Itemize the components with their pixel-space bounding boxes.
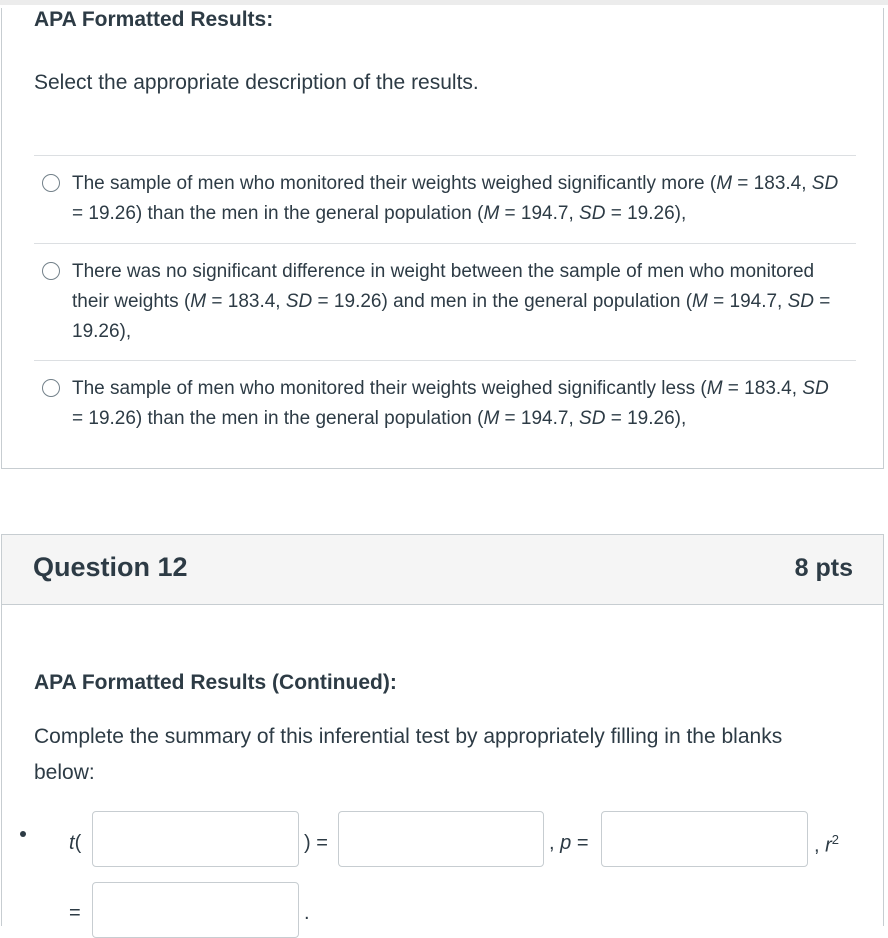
formula-t: t( [69,832,82,854]
formula-equals: ) = [304,832,328,854]
df-input[interactable] [92,811,299,867]
formula-equals-line2: = [69,902,81,924]
question-prompt: Complete the summary of this inferential test by appropriately filling in the blanks below: [34,725,783,784]
radio-button[interactable] [42,262,60,280]
t-value-input[interactable] [338,811,544,867]
formula-p: , p = [549,832,589,854]
question-card [1,534,884,926]
question-prompt: Select the appropriate description of the results. [34,71,479,94]
section-heading: APA Formatted Results (Continued): [34,671,397,694]
question-points: 8 pts [794,554,853,582]
radio-button[interactable] [42,174,60,192]
radio-button[interactable] [42,379,60,397]
answer-option[interactable] [34,243,856,360]
answer-text: There was no significant difference in weight between the sample of men who monitored their weights (M = 183.4, SD = 19.26) and men in the general population (M = 194.7, SD = 19.26), [72,261,831,342]
question-header [2,535,883,605]
formula-r-squared: , $r^2$ [814,832,840,857]
r-squared-input[interactable] [92,882,299,938]
formula-period: . [304,902,310,924]
answer-text: The sample of men who monitored their weights weighed significantly less (M = 183.4, SD = 19.26) than the men in the general population (M = 194.7, SD = 19.26), [72,378,829,429]
answer-option[interactable] [34,360,856,450]
section-heading: APA Formatted Results: [34,8,274,31]
answer-list [34,155,856,450]
question-title: Question 12 [33,552,188,582]
top-divider [0,0,888,5]
answer-text: The sample of men who monitored their weights weighed significantly more (M = 183.4, SD = 19.26) than the men in the general population (M = 194.7, SD = 19.26), [72,173,839,224]
bullet-icon [20,831,26,837]
previous-question-card [1,8,884,469]
answer-option[interactable] [34,155,856,243]
p-value-input[interactable] [601,811,808,867]
